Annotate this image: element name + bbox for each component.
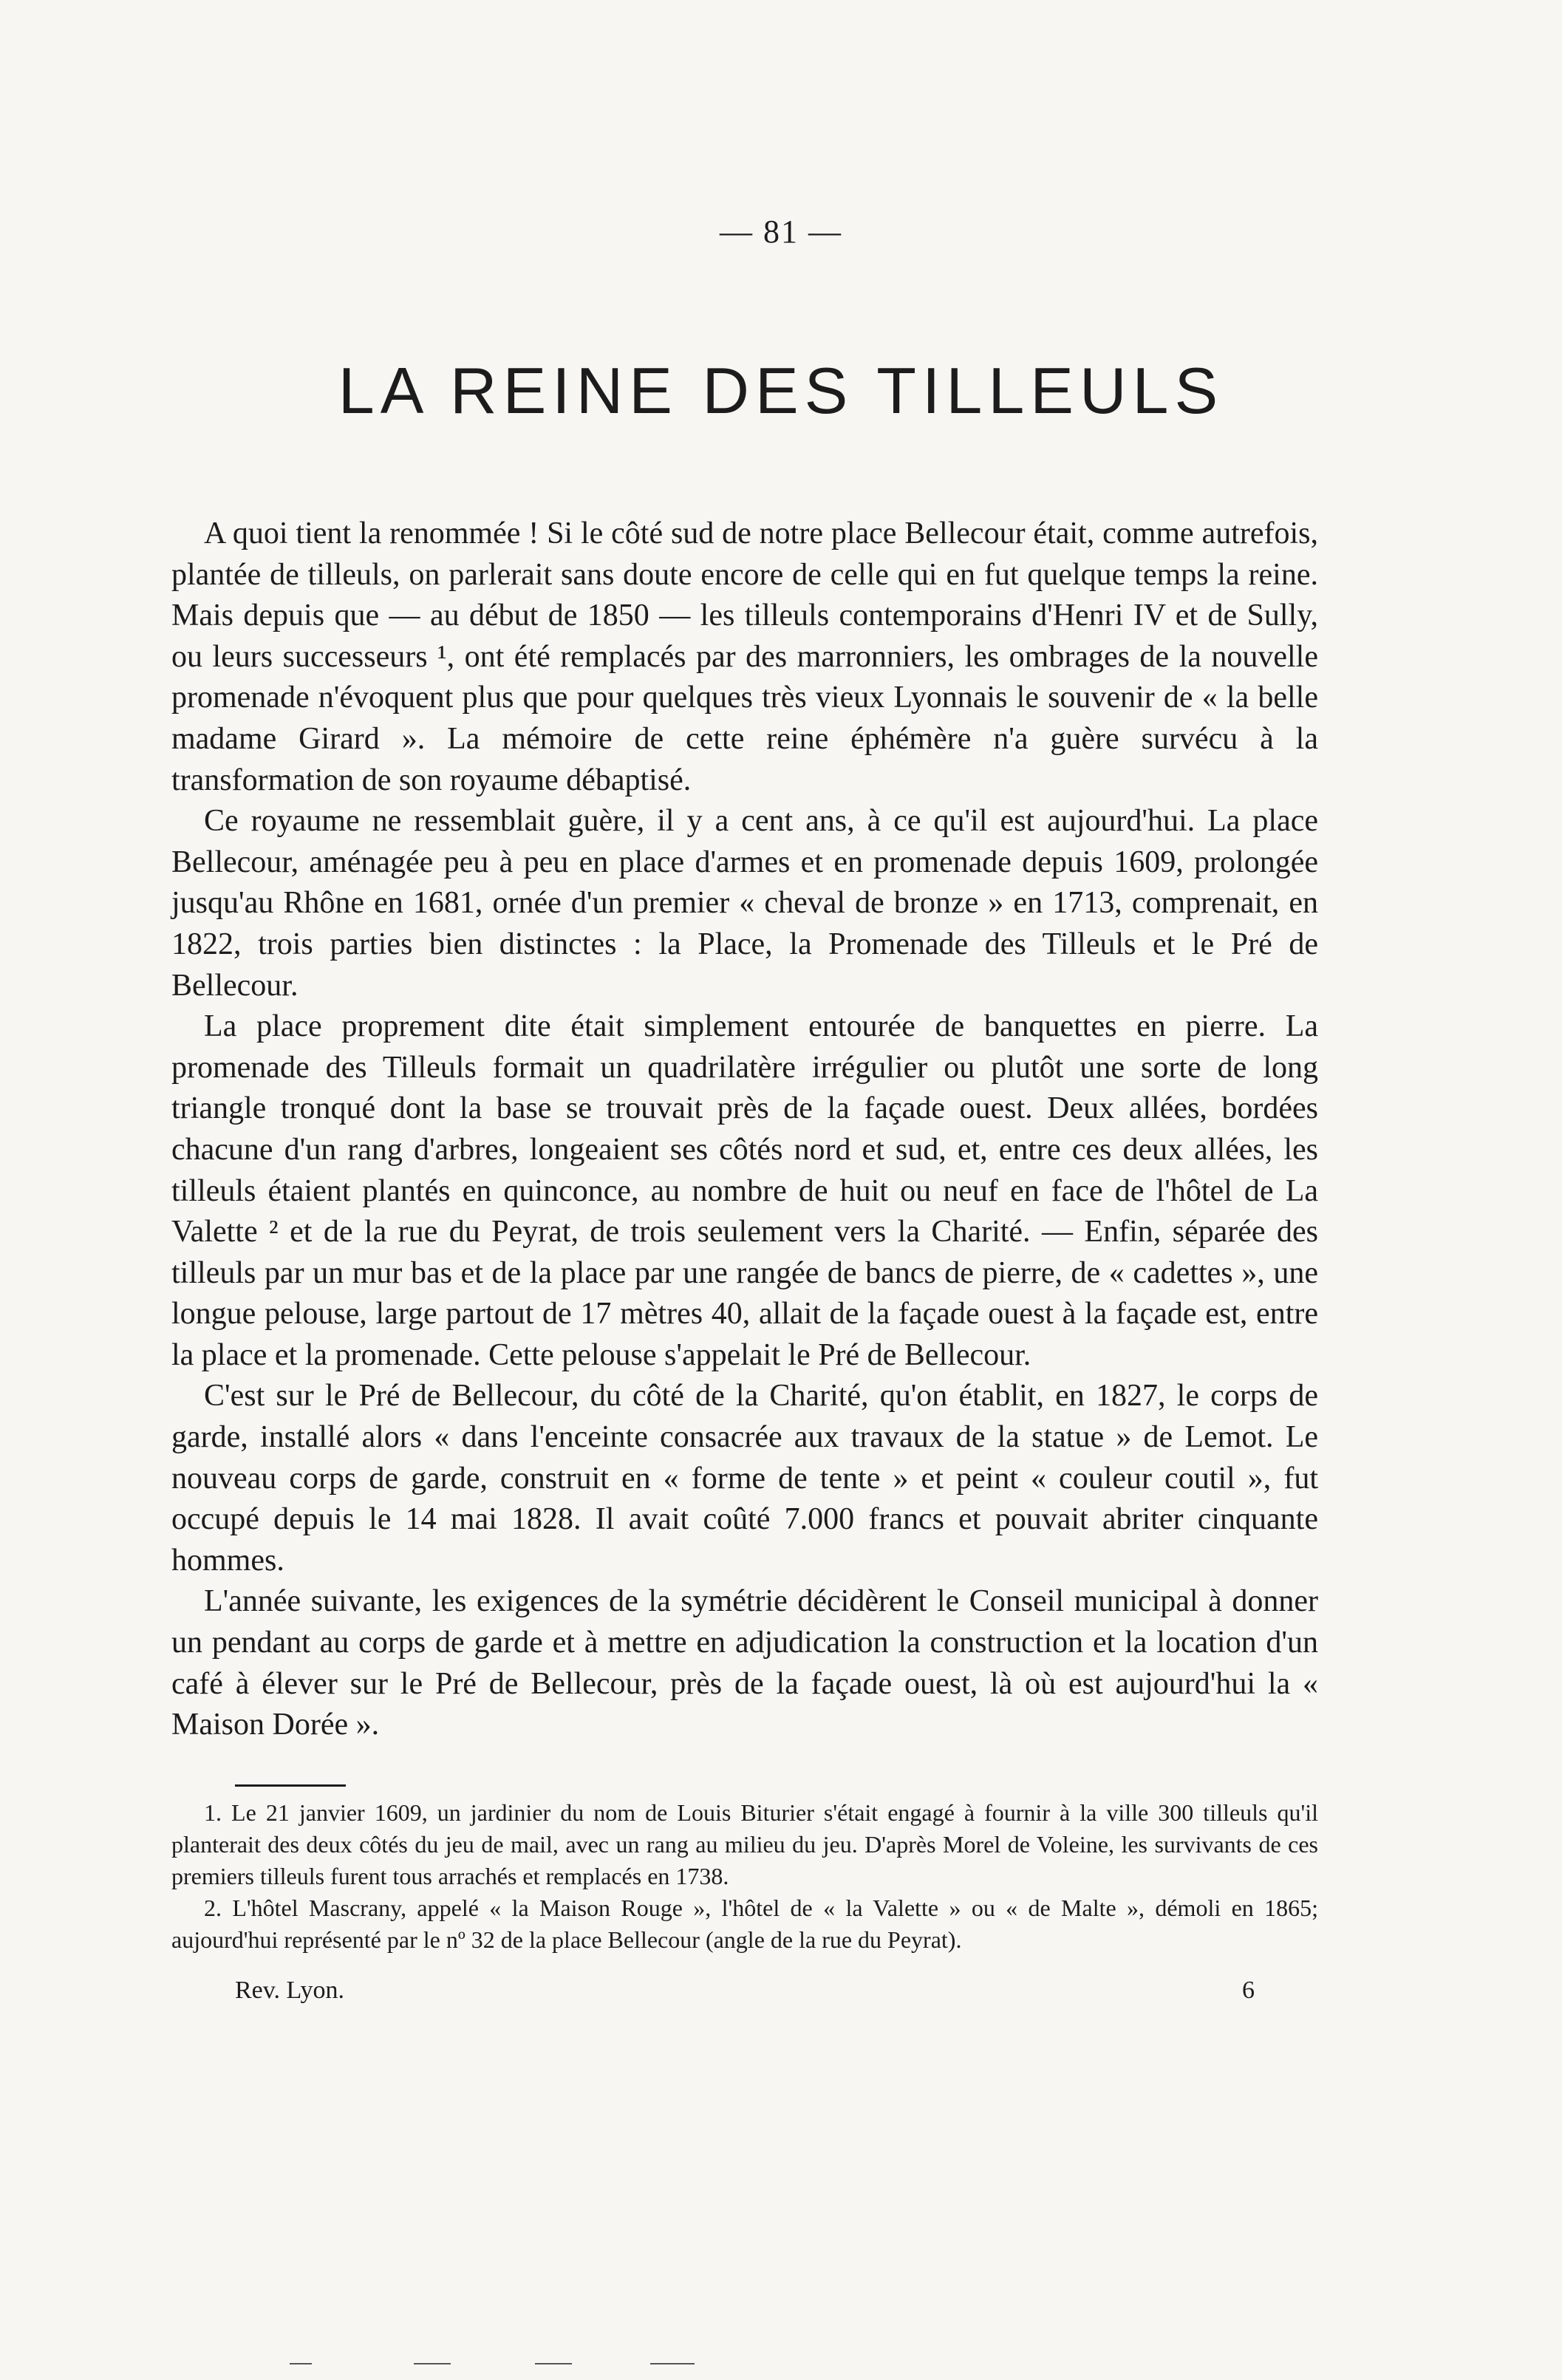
paragraph-5: L'année suivante, les exigences de la symétrie décidèrent le Conseil municipal à donner un pendant au corps de garde et à mettre en adjudication la construction et la location d'un café à élever sur le Pré de Bellecour, près de la façade ouest, là où est aujourd'hui la « Maison Dorée ». [171,1584,1318,1742]
paragraph-3: La place proprement dite était simplement entourée de banquettes en pierre. La promenade des Tilleuls formait un quadrilatère irrégulier ou plutôt une sorte de long triangle tronqué dont la base se trouvait près de la façade ouest. Deux allées, bordées chacune d'un rang d'arbres, longeaient ses côtés nord et sud, et, entre ces deux allées, les tilleuls étaient plantés en quinconce, au nombre de huit ou neuf en face de l'hôtel de La Valette ² et de la rue du Peyrat, de trois seulement vers la Charité. — Enfin, séparée des tilleuls par un mur bas et de la place par une rangée de bancs de pierre, de « cadettes », une longue pelouse, large partout de 17 mètres 40, allait de la façade ouest à la façade est, entre la place et la promenade. Cette pelouse s'appelait le Pré de Bellecour. [171,1009,1318,1372]
paragraph-2: Ce royaume ne ressemblait guère, il y a cent ans, à ce qu'il est aujourd'hui. La place Bellecour, aménagée peu à peu en place d'armes et en promenade depuis 1609, prolongée jusqu'au Rhône en 1681, ornée d'un premier « cheval de bronze » en 1713, comprenait, en 1822, trois parties bien distinctes : la Place, la Promenade des Tilleuls et le Pré de Bellecour. [171,804,1318,1003]
footnote-2: 2. L'hôtel Mascrany, appelé « la Maison Rouge », l'hôtel de « la Valette » ou « de Malte », démoli en 1865; aujourd'hui représenté par le nº 32 de la place Bellecour (angle de la rue du Peyrat). [171,1895,1318,1953]
paragraph-1: A quoi tient la renommée ! Si le côté sud de notre place Bellecour était, comme autrefois, plantée de tilleuls, on parlerait sans doute encore de celle qui en fut quelque temps la reine. Mais depuis que — au début de 1850 — les tilleuls contemporains d'Henri IV et de Sully, ou leurs successeurs ¹, ont été remplacés par des marronniers, les ombrages de la nouvelle promenade n'évoquent plus que pour quelques très vieux Lyonnais le souvenir de « la belle madame Girard ». La mémoire de cette reine éphémère n'a guère survécu à la transformation de son royaume débaptisé. [171,516,1318,797]
footnote-rule [235,1784,346,1787]
scan-edge-mark [650,2363,695,2364]
paragraph-4: C'est sur le Pré de Bellecour, du côté de la Charité, qu'on établit, en 1827, le corps de garde, installé alors « dans l'enceinte consacrée aux travaux de la statue » de Lemot. Le nouveau corps de garde, construit en « forme de tente » et peint « couleur coutil », fut occupé depuis le 14 mai 1828. Il avait coûté 7.000 francs et pouvait abriter cinquante hommes. [171,1379,1318,1578]
scan-edge-mark [290,2363,312,2364]
sheet-number: 6 [1242,1977,1255,2004]
footnotes [171,1797,1318,1956]
scan-edge-mark [535,2363,572,2364]
page-title: LA REINE DES TILLEULS [338,354,1224,427]
journal-signature: Rev. Lyon. [235,1977,344,2004]
footnote-1: 1. Le 21 janvier 1609, un jardinier du nom de Louis Biturier s'était engagé à fournir à la ville 300 tilleuls qu'il planterait des deux côtés du jeu de mail, avec un rang au milieu du jeu. D'après Morel de Voleine, les survivants de ces premiers tilleuls furent tous arrachés et remplacés en 1738. [171,1799,1318,1889]
article-body [171,514,1318,1746]
scan-edge-mark [414,2363,451,2364]
page-number: — 81 — [720,214,842,250]
